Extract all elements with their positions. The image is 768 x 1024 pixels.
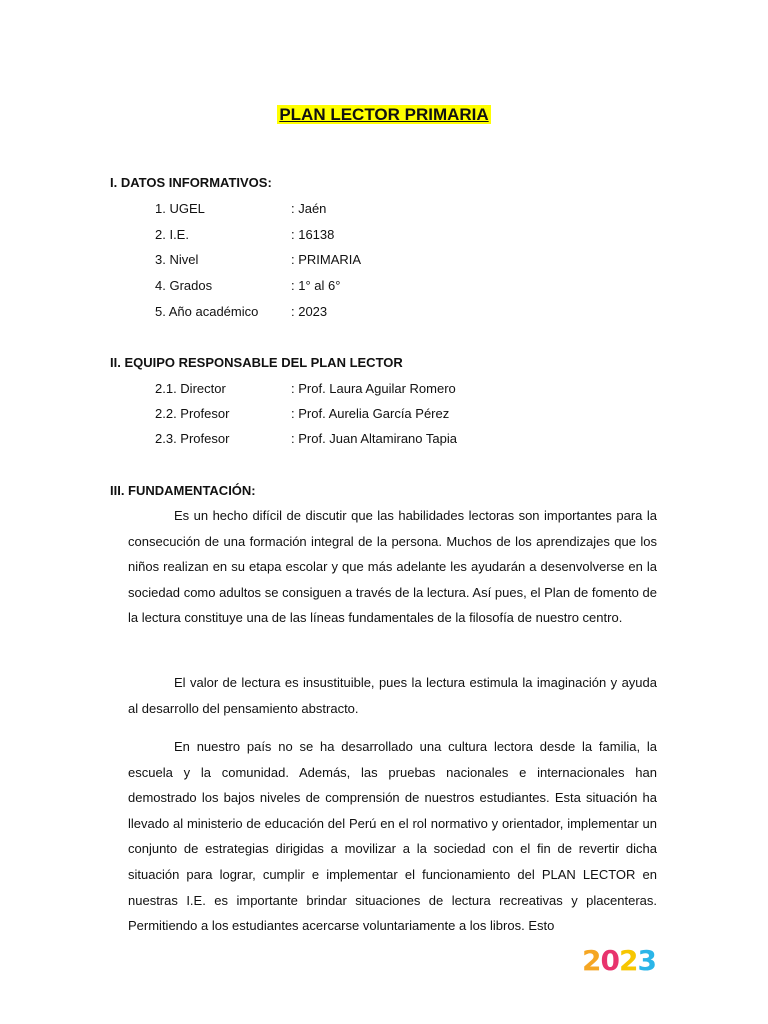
- paragraph: El valor de lectura es insustituible, pues la lectura estimula la imaginación y ayuda al desarrollo del pensamiento abstracto.: [128, 675, 657, 716]
- team-role: 2.2. Profesor: [155, 406, 230, 421]
- section-heading-datos: I. DATOS INFORMATIVOS:: [110, 175, 272, 190]
- title-wrap: [0, 105, 768, 125]
- info-value: : 2023: [291, 304, 328, 319]
- info-value: : PRIMARIA: [291, 252, 362, 267]
- team-role: 2.3. Profesor: [155, 431, 230, 446]
- section-heading-equipo: II. EQUIPO RESPONSABLE DEL PLAN LECTOR: [110, 355, 403, 370]
- info-label: 4. Grados: [155, 278, 213, 293]
- team-role: 2.1. Director: [155, 381, 226, 396]
- section-heading-fundamentacion: III. FUNDAMENTACIÓN:: [110, 483, 256, 498]
- info-label: 1. UGEL: [155, 201, 205, 216]
- logo-2023-icon: [582, 944, 656, 974]
- team-member: : Prof. Aurelia García Pérez: [291, 406, 450, 421]
- info-value: : 1° al 6°: [291, 278, 341, 293]
- team-member: : Prof. Juan Altamirano Tapia: [291, 431, 457, 446]
- paragraph: Es un hecho difícil de discutir que las habilidades lectoras son importantes para la consecución de una formación integral de la persona. Muchos de los aprendizajes que los niños realizan en su etapa escolar y que más adelante les ayudarán a desenvolverse en la sociedad como adultos se consiguen a través de la lectura. Así pues, el Plan de fomento de la lectura constituye una de las líneas fundamentales de la filosofía de nuestro centro.: [128, 508, 657, 626]
- document-title: PLAN LECTOR PRIMARIA: [279, 105, 489, 124]
- info-value: : 16138: [291, 227, 335, 242]
- svg-text:2023: 2023: [582, 944, 656, 974]
- info-label: 5. Año académico: [155, 304, 259, 319]
- paragraph: En nuestro país no se ha desarrollado una cultura lectora desde la familia, la escuela y la comunidad. Además, las pruebas nacionales e internacionales han demostrado los bajos niveles de comprensión de nuestros estudiantes. Esta situación ha llevado al ministerio de educación del Perú en el rol normativo y orientador, implementar un conjunto de estrategias dirigidas a movilizar a la sociedad con el fin de revertir dicha situación para lograr, cumplir e implementar el funcionamiento del PLAN LECTOR en nuestras I.E. es importante brindar situaciones de lectura recreativas y placenteras. Permitiendo a los estudiantes acercarse voluntariamente a los libros. Esto: [128, 739, 657, 934]
- info-label: 2. I.E.: [155, 227, 189, 242]
- info-label: 3. Nivel: [155, 252, 199, 267]
- info-value: : Jaén: [291, 201, 327, 216]
- team-member: : Prof. Laura Aguilar Romero: [291, 381, 456, 396]
